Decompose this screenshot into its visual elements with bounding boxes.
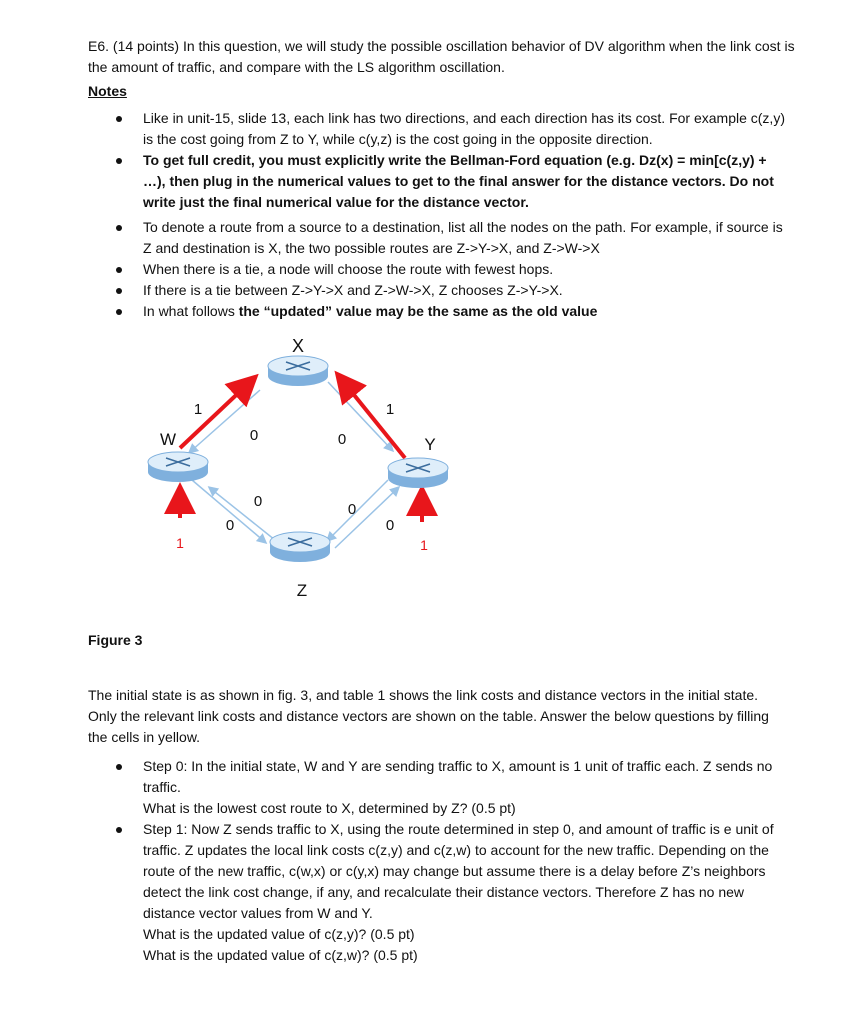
- bullet-icon: [116, 309, 122, 315]
- step-1: [88, 819, 798, 966]
- cost-y-to-z: 0: [385, 517, 395, 534]
- link-y-to-z: [328, 480, 388, 540]
- node-label-y: Y: [424, 435, 436, 454]
- steps-list: [88, 756, 798, 966]
- router-y: [388, 458, 448, 488]
- cost-z-to-w: 0: [253, 493, 263, 510]
- router-z: [270, 532, 330, 562]
- link-z-to-w: [210, 488, 275, 540]
- router-w: [148, 452, 208, 482]
- cost-z-to-y: 0: [347, 501, 357, 518]
- notes-title: Notes: [88, 83, 127, 99]
- step-1-text: Step 1: Now Z sends traffic to X, using the route determined in step 0, and amount of traffic is e unit of traffic. Z updates the local link costs c(z,y) and c(z,w) to account for the new traffic. Depending on the route of the new traffic, c(w,x) or c(y,x) may change but assume there is a delay before Z’s neighbors detect the link cost change, if any, and recalculate their distance vectors. Therefore Z has no new distance vector values from W and Y.: [143, 821, 774, 921]
- traffic-label-w: 1: [176, 535, 184, 551]
- note-item-6: In what follows the “updated” value may be the same as the old value: [88, 301, 788, 322]
- step-0-question: What is the lowest cost route to X, determined by Z? (0.5 pt): [143, 800, 516, 816]
- traffic-w-to-x: [180, 382, 250, 448]
- traffic-label-y: 1: [420, 537, 428, 553]
- figure-caption: Figure 3: [88, 632, 143, 648]
- router-x: [268, 356, 328, 386]
- body-paragraph: The initial state is as shown in fig. 3, and table 1 shows the link costs and distance vectors in the initial state. Only the relevant link costs and distance vectors are shown on the table. Answer the below questions by filling the cells in yellow.: [88, 687, 769, 745]
- node-label-w: W: [159, 430, 177, 449]
- cost-x-to-w: 0: [249, 427, 259, 444]
- bullet-icon: [116, 288, 122, 294]
- step-1-question-b: What is the updated value of c(z,w)? (0.5 pt): [143, 947, 418, 963]
- traffic-y-to-x: [342, 380, 405, 458]
- bullet-icon: [116, 267, 122, 273]
- note-item-1: Like in unit-15, slide 13, each link has two directions, and each direction has its cost. For example c(z,y) is the cost going from Z to Y, while c(y,z) is the cost going in the opposite direction.: [88, 108, 788, 150]
- question-heading: E6. (14 points) In this question, we will study the possible oscillation behavior of DV algorithm when the link cost is the amount of traffic, and compare with the LS algorithm oscillation.: [88, 38, 795, 75]
- network-diagram: [120, 330, 480, 610]
- bullet-icon: [116, 764, 122, 770]
- cost-y-to-x: 1: [385, 401, 395, 418]
- bullet-icon: [116, 225, 122, 231]
- step-0-text: Step 0: In the initial state, W and Y are sending traffic to X, amount is 1 unit of traffic each. Z sends no traffic.: [143, 758, 773, 795]
- step-1-question-a: What is the updated value of c(z,y)? (0.5 pt): [143, 926, 415, 942]
- node-label-z: Z: [296, 581, 308, 600]
- note-item-3: To denote a route from a source to a destination, list all the nodes on the path. For example, if source is Z and destination is X, the two possible routes are Z->Y->X, and Z->W->X: [88, 217, 788, 259]
- cost-x-to-y: 0: [337, 431, 347, 448]
- step-0: [88, 756, 798, 819]
- cost-w-to-z: 0: [225, 517, 235, 534]
- bullet-icon: [116, 116, 122, 122]
- node-label-x: X: [291, 336, 305, 356]
- bullet-icon: [116, 827, 122, 833]
- notes-list: [88, 108, 788, 322]
- bullet-icon: [116, 158, 122, 164]
- note-item-5: If there is a tie between Z->Y->X and Z->W->X, Z chooses Z->Y->X.: [88, 280, 788, 301]
- cost-w-to-x: 1: [193, 401, 203, 418]
- note-item-2: To get full credit, you must explicitly write the Bellman-Ford equation (e.g. Dz(x) = min[c(z,y) + …), then plug in the numerical values to get to the final answer for the distance vectors. Do not write just the final numerical value for the distance vector.: [88, 150, 788, 213]
- note-item-4: When there is a tie, a node will choose the route with fewest hops.: [88, 259, 788, 280]
